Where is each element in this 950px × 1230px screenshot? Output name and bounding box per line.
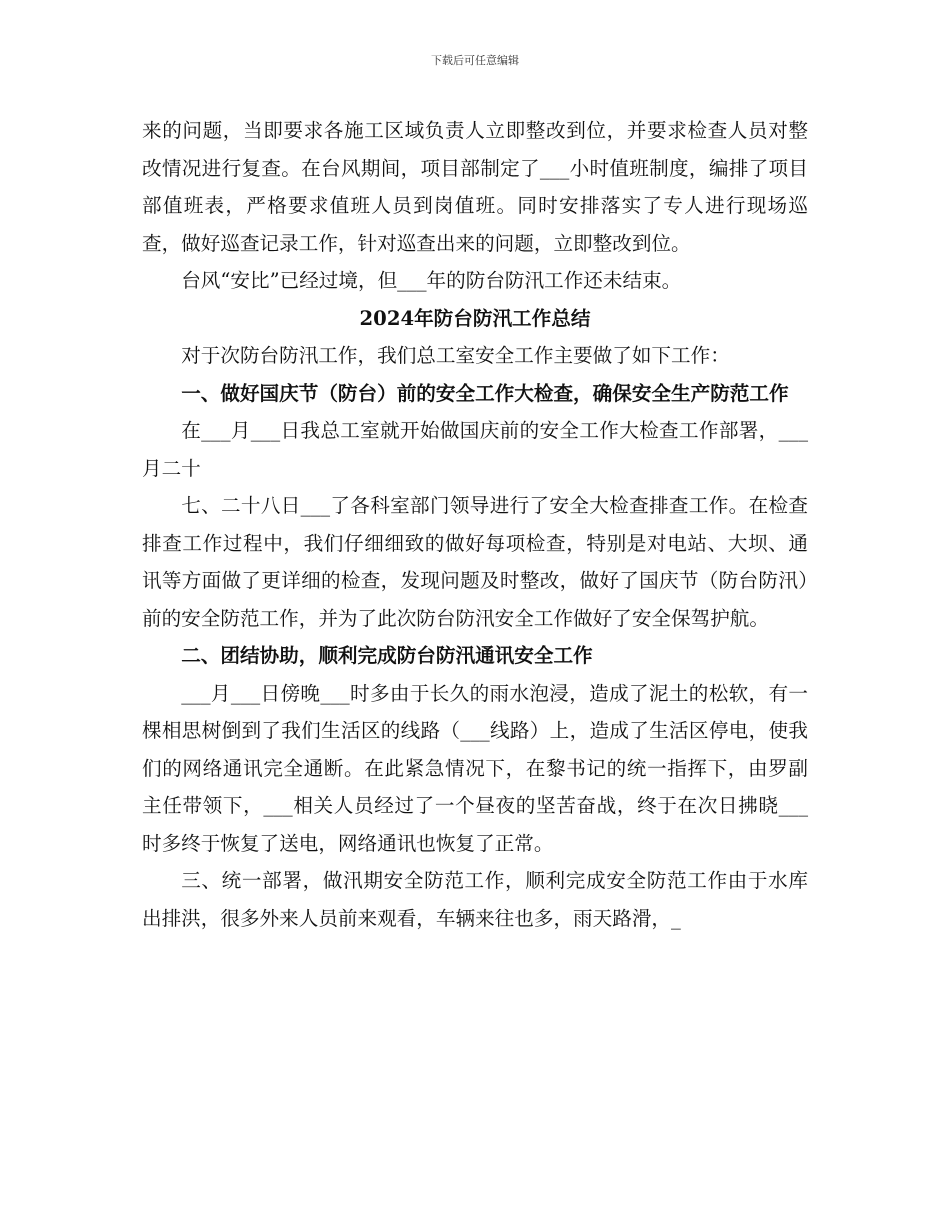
paragraph-section-2: ___月___日傍晚___时多由于长久的雨水泡浸，造成了泥土的松软，有一棵相思树倒到了我们生活区的线路（___线路）上，造成了生活区停电，使我们的网络通讯完全通断。在此紧急情况下，在黎书记的统一指挥下，由罗副主任带领下，___相关人员经过了一个昼夜的坚苦奋战，终于在次日拂晓___时多终于恢复了送电，网络通讯也恢复了正常。 — [142, 681, 808, 855]
page-header: 下载后可任意编辑 — [431, 54, 519, 67]
paragraph-typhoon-passed: 台风“安比”已经过境，但___年的防台防汛工作还未结束。 — [181, 269, 682, 292]
section-heading-2: 二、团结协助，顺利完成防台防汛通讯安全工作 — [181, 644, 593, 667]
document-title: 2024年防台防汛工作总结 — [359, 306, 591, 330]
paragraph-section-3: 三、统一部署，做汛期安全防范工作，顺利完成安全防范工作由于水库出排洪，很多外来人员前来观看，车辆来往也多，雨天路滑，_ — [142, 869, 808, 930]
paragraph-section-1b: 七、二十八日___了各科室部门领导进行了安全大检查排查工作。在检查排查工作过程中，我们仔细细致的做好每项检查，特别是对电站、大坝、通讯等方面做了更详细的检查，发现问题及时整改，做好了国庆节（防台防汛）前的安全防范工作，并为了此次防台防汛安全工作做好了安全保驾护航。 — [142, 494, 808, 630]
paragraph-continuation: 来的问题，当即要求各施工区域负责人立即整改到位，并要求检查人员对整改情况进行复查。在台风期间，项目部制定了___小时值班制度，编排了项目部值班表，严格要求值班人员到岗值班。同时安排落实了专人进行现场巡查，做好巡查记录工作，针对巡查出来的问题，立即整改到位。 — [142, 119, 808, 255]
paragraph-section-1a: 在___月___日我总工室就开始做国庆前的安全工作大检查工作部署，___月二十 — [142, 419, 808, 480]
paragraph-intro: 对于次防台防汛工作，我们总工室安全工作主要做了如下工作： — [181, 344, 730, 367]
document-body — [142, 112, 808, 937]
section-heading-1: 一、做好国庆节（防台）前的安全工作大检查，确保安全生产防范工作 — [181, 381, 789, 405]
